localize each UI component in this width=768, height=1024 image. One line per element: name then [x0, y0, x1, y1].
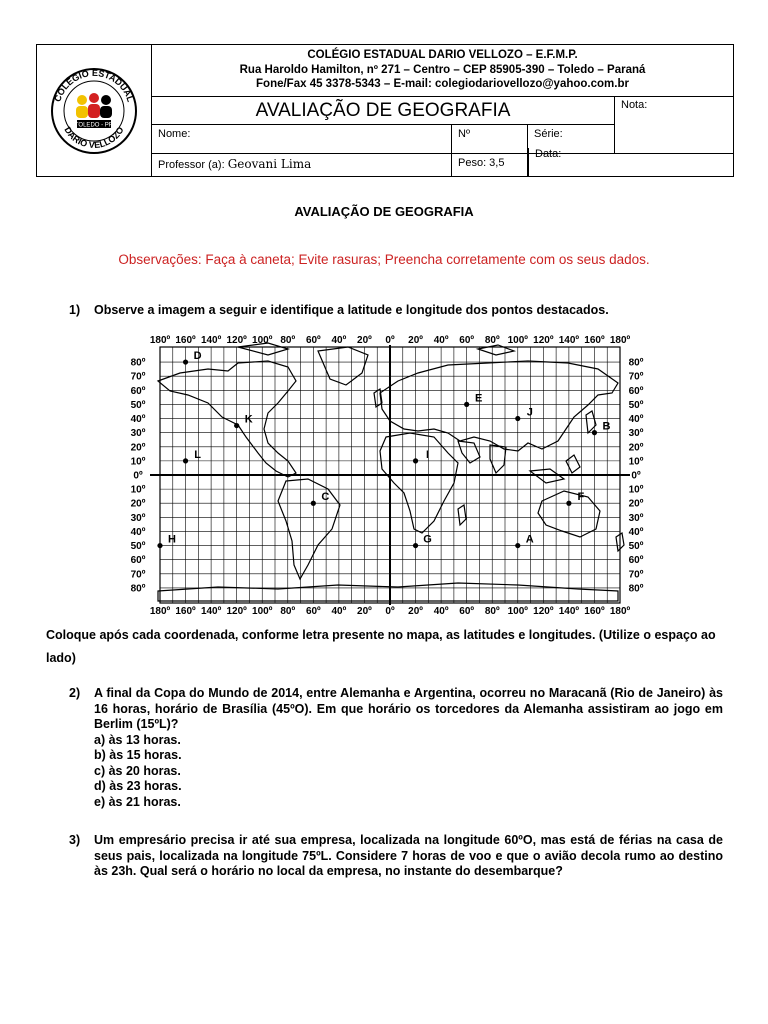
map-point-label: H	[168, 533, 176, 546]
lat-label-left: 50º	[130, 541, 146, 553]
question-text: Um empresário precisa ir até sua empresa, localizada na longitude 60ºO, mas está de férias na casa de seus pais, localizada na longitude 75ºL. Considere 7 horas de voo e que o avião decola rumo ao destino às 23h. Qual será o horário no local da empresa, no instante do desembarque?	[94, 833, 723, 878]
lon-label-bottom: 160º	[584, 606, 605, 615]
lat-label-left: 80º	[130, 583, 146, 595]
map-point-label: J	[526, 406, 533, 419]
lat-label-left: 20º	[130, 498, 146, 510]
lat-label-right: 20º	[628, 498, 644, 510]
lat-label-left: 40º	[130, 414, 146, 426]
map-point-label: E	[474, 392, 483, 405]
lon-label-top: 80º	[484, 335, 500, 346]
lon-label-bottom: 80º	[484, 606, 500, 615]
lat-label-right: 20º	[628, 442, 644, 454]
lat-label-left: 50º	[130, 399, 146, 411]
map-point-h	[157, 543, 162, 548]
lat-label-right: 80º	[628, 583, 644, 595]
lat-label-left: 80º	[130, 357, 146, 369]
serie-label: Série:	[534, 128, 563, 140]
question-text: Observe a imagem a seguir e identifique a latitude e longitude dos pontos destacados.	[94, 303, 609, 317]
school-logo-cell	[37, 45, 152, 176]
instruction: Coloque após cada coordenada, conforme letra presente no mapa, as latitudes e longitudes. (Utilize o espaço ao lado)	[46, 628, 716, 665]
map-point-b	[592, 430, 597, 435]
lat-label-left: 40º	[130, 526, 146, 538]
logo-bottom-text: DARIO VELLOZO	[62, 125, 126, 151]
map-point-k	[234, 423, 239, 428]
lon-label-bottom: 140º	[200, 606, 222, 615]
lon-label-top: 100º	[507, 335, 528, 346]
school-logo	[37, 45, 151, 176]
lat-label-right: 10º	[628, 456, 644, 468]
lat-label-left: 70º	[130, 371, 146, 383]
data-field[interactable]	[528, 148, 733, 176]
lat-label-right: 40º	[628, 526, 644, 538]
map-point-g	[413, 543, 418, 548]
map-point-label: C	[321, 491, 330, 504]
lon-label-top: 20º	[408, 335, 423, 346]
map-point-j	[515, 416, 520, 421]
option-a[interactable]: a) às 13 horas.	[94, 732, 181, 747]
section-title: AVALIAÇÃO DE GEOGRAFIA	[294, 204, 474, 219]
nota-label: Nota:	[621, 99, 648, 111]
lat-label-right: 80º	[628, 357, 644, 369]
lon-label-bottom: 120º	[533, 606, 554, 615]
map-point-label: K	[244, 413, 253, 426]
question-number: 3)	[69, 833, 81, 847]
lon-label-top: 40º	[331, 335, 347, 346]
lon-label-bottom: 160º	[175, 606, 196, 615]
lat-label-left: 60º	[130, 555, 146, 567]
lat-label-right: 30º	[628, 512, 644, 524]
lon-label-bottom: 60º	[305, 606, 321, 615]
school-address: Rua Haroldo Hamilton, nº 271 – Centro – CEP 85905-390 – Toledo – Paraná	[239, 63, 646, 76]
lon-label-bottom: 100º	[252, 606, 273, 615]
exam-title: AVALIAÇÃO DE GEOGRAFIA	[152, 97, 615, 125]
map-point-c	[311, 501, 316, 506]
professor-field	[152, 154, 452, 176]
lon-label-bottom: 80º	[280, 606, 296, 615]
lat-label-right: 60º	[628, 555, 644, 567]
lon-label-bottom: 20º	[357, 606, 372, 615]
logo-top-text: COLÉGIO ESTADUAL	[52, 67, 136, 104]
map-point-label: B	[602, 420, 611, 433]
lon-label-bottom: 140º	[558, 606, 580, 615]
lat-label-right: 0º	[631, 470, 641, 482]
question-text: A final da Copa do Mundo de 2014, entre Alemanha e Argentina, ocorreu no Maracanã (Rio de Janeiro) às 16 horas, horário de Brasília (45ºO). Em que horário os torcedores da Alemanha assistiram ao jogo em Berlim (15ºL)?	[94, 686, 723, 731]
map-point-l	[183, 458, 188, 463]
map-point-d	[183, 359, 188, 364]
lon-label-top: 160º	[584, 335, 605, 346]
lon-label-bottom: 180º	[149, 606, 171, 615]
lat-label-right: 50º	[628, 541, 644, 553]
lon-label-top: 60º	[459, 335, 475, 346]
lon-label-top: 80º	[280, 335, 296, 346]
lon-label-bottom: 40º	[433, 606, 449, 615]
lon-label-top: 180º	[149, 335, 171, 346]
question-number: 1)	[69, 303, 81, 317]
lon-label-bottom: 60º	[459, 606, 475, 615]
numero-field[interactable]	[452, 125, 528, 154]
map-point-label: F	[577, 491, 585, 504]
map-point-label: I	[426, 448, 430, 461]
school-name: COLÉGIO ESTADUAL DARIO VELLOZO – E.F.M.P.	[307, 49, 578, 61]
professor-label: Professor (a):	[158, 159, 225, 171]
school-info	[152, 45, 733, 97]
lon-label-top: 180º	[609, 335, 631, 346]
lat-label-left: 60º	[130, 385, 146, 397]
lon-label-top: 0º	[385, 335, 395, 346]
lat-label-right: 70º	[628, 569, 644, 581]
numero-label: Nº	[458, 128, 470, 140]
map-point-label: G	[423, 533, 432, 546]
lat-label-right: 70º	[628, 371, 644, 383]
lon-label-top: 160º	[175, 335, 196, 346]
lon-label-top: 120º	[226, 335, 247, 346]
lon-label-top: 120º	[533, 335, 554, 346]
option-c[interactable]: c) às 20 horas.	[94, 763, 181, 778]
lat-label-left: 10º	[130, 456, 146, 468]
school-contact: Fone/Fax 45 3378-5343 – E-mail: colegiodariovellozo@yahoo.com.br	[256, 78, 629, 90]
lat-label-left: 10º	[130, 484, 146, 496]
lon-label-bottom: 180º	[609, 606, 631, 615]
header-table	[36, 44, 734, 177]
lon-label-top: 140º	[558, 335, 580, 346]
lon-label-top: 20º	[357, 335, 372, 346]
map-point-label: D	[193, 350, 202, 363]
lat-label-right: 40º	[628, 414, 644, 426]
map-point-f	[566, 501, 571, 506]
lon-label-bottom: 40º	[331, 606, 347, 615]
peso-label: Peso: 3,5	[458, 157, 505, 169]
observations: Observações: Faça à caneta; Evite rasuras; Preencha corretamente com os seus dados.	[118, 252, 650, 267]
option-b[interactable]: b) às 15 horas.	[94, 748, 182, 762]
lat-label-left: 20º	[130, 442, 146, 454]
lat-label-right: 60º	[628, 385, 644, 397]
peso-field	[452, 154, 528, 176]
map-point-e	[464, 402, 469, 407]
map-point-i	[413, 458, 418, 463]
data-label: Data:	[535, 148, 562, 160]
lon-label-bottom: 120º	[226, 606, 247, 615]
map-point-label: A	[525, 533, 534, 546]
lat-label-left: 0º	[133, 470, 143, 482]
option-d[interactable]: d) às 23 horas.	[94, 779, 182, 793]
lat-label-left: 70º	[130, 569, 146, 581]
lon-label-bottom: 100º	[507, 606, 528, 615]
logo-badge: TOLEDO - PR	[74, 122, 114, 129]
nome-label: Nome:	[158, 128, 191, 140]
lon-label-top: 140º	[200, 335, 222, 346]
nome-field[interactable]	[152, 125, 452, 154]
nota-field[interactable]	[615, 97, 733, 154]
professor-name: Geovani Lima	[227, 157, 312, 171]
question-number: 2)	[69, 686, 81, 700]
lon-label-top: 100º	[252, 335, 273, 346]
lat-label-left: 30º	[130, 428, 146, 440]
map-point-label: L	[194, 448, 201, 461]
lon-label-top: 40º	[433, 335, 449, 346]
lat-label-right: 50º	[628, 399, 644, 411]
lon-label-bottom: 0º	[385, 606, 395, 615]
lat-label-left: 30º	[130, 512, 146, 524]
world-map-grid	[118, 333, 648, 615]
lat-label-right: 10º	[628, 484, 644, 496]
map-point-a	[515, 543, 520, 548]
option-e[interactable]: e) às 21 horas.	[94, 794, 181, 809]
lon-label-bottom: 20º	[408, 606, 423, 615]
lat-label-right: 30º	[628, 428, 644, 440]
lon-label-top: 60º	[305, 335, 321, 346]
